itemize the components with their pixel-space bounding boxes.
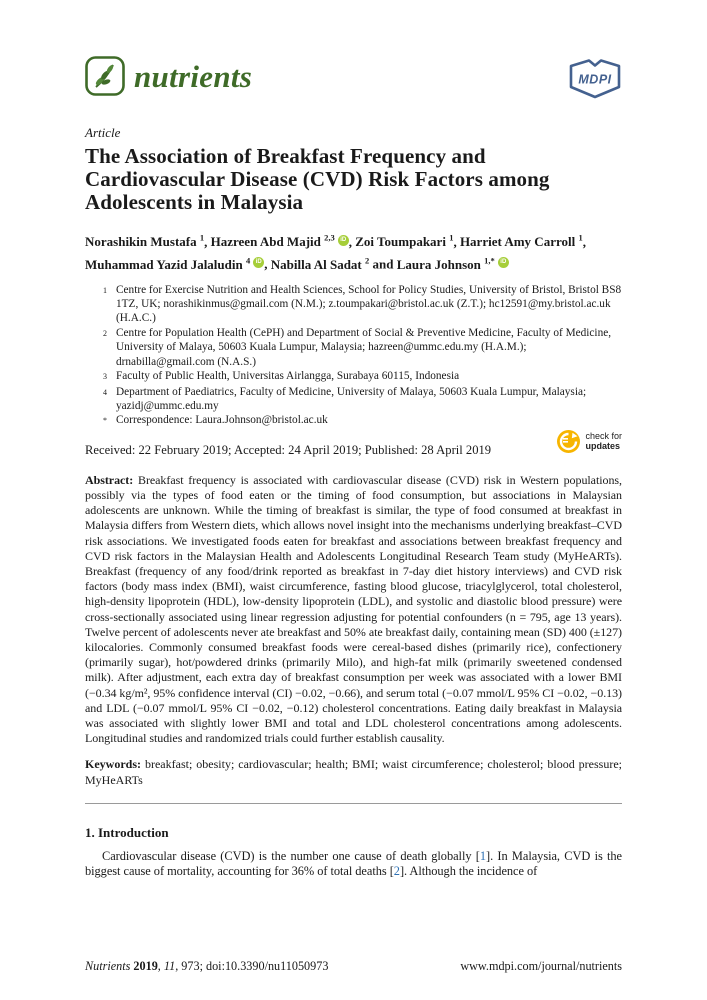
orcid-icon[interactable]: iD: [253, 257, 264, 268]
check-updates-text: [585, 431, 622, 452]
nutrients-logo[interactable]: [85, 56, 252, 96]
authors-line: Norashikin Mustafa $^1$, Hazreen Abd Majid $^{2,3}$ iD , Zoi Toumpakari $^1$, Harriet Amy Carroll $^1$, Muhammad Yazid Jalaludin $^4$ iD , Nabilla Al Sadat $^2$ and Laura Johnson $^{1,*}$ iD: [85, 233, 586, 272]
affiliation-item: 4 Department of Paediatrics, Faculty of Medicine, University of Malaya, 50603 Kuala Lumpur, Malaysia; yazidj@ummc.edu.my: [103, 385, 587, 412]
dates-line: Received: 22 February 2019; Accepted: 24 April 2019; Published: 28 April 2019: [85, 442, 492, 457]
intro-paragraph: Cardiovascular disease (CVD) is the number one cause of death globally [1]. In Malaysia, CVD is the biggest cause of mortality, accounting for 36% of total deaths [2]. Although the incidence of: [85, 848, 623, 879]
abstract-section: [85, 473, 622, 747]
page-header: [85, 56, 622, 105]
affiliation-item: 2 Centre for Population Health (CePH) and Department of Social & Preventive Medicine, Faculty of Medicine, University of Malaya, 50603 Kuala Lumpur, Malaysia; hazreen@ummc.edu.my (H.A.M.); drnabilla@gmail.com (N.A.S.): [103, 326, 612, 368]
section-heading-introduction: 1. Introduction: [85, 824, 169, 840]
abstract-text: Breakfast frequency is associated with cardiovascular disease (CVD) risk in Western populations, possibly via the types of food eaten or the timing of food consumption, but associations in Malaysian adolescents are unknown. While the timing of breakfast is similar, the type of food consumed at breakfast in Malaysia differs from Western diets, which allows novel insight into the mechanisms underlying breakfast–CVD risk associations. We investigated foods eaten for breakfast and associations between breakfast frequency and CVD risk factors in the Malaysian Health and Adolescents Longitudinal Research Team study (MyHeARTs). Breakfast (frequency of any food/drink reported as breakfast in 7-day diet history interviews) and CVD risk factors (body mass index (BMI), waist circumference, fasting blood glucose, triacylglycerol, total cholesterol, high-density lipoprotein (HDL), low-density lipoprotein (LDL), and systolic and diastolic blood pressure) were cross-sectionally associated using linear regression adjusting for potential confounders (n = 795, age 13 years). Twelve percent of adolescents never ate breakfast and 50% ate breakfast daily, containing mean (SD) 400 (±127) kilocalories. Commonly consumed breakfast foods were cereal-based dishes (primarily rice), confectionery (primarily sugar), hot/powdered drinks (primarily Milo), and high-fat milk (primarily sweetened condensed milk). After adjustment, each extra day of breakfast consumption per week was associated with a lower BMI (−0.34 kg/m², 95% confidence interval (CI) −0.02, −0.66), and serum total (−0.07 mmol/L 95% CI −0.02, −0.13) and LDL (−0.07 mmol/L 95% CI −0.02, −0.12) cholesterol concentrations. Eating daily breakfast in Malaysia was associated with slightly lower BMI and total and LDL cholesterol concentrations among adolescents. Longitudinal studies and randomized trials could further establish causality.: [85, 472, 622, 746]
orcid-icon[interactable]: iD: [338, 235, 349, 246]
paper-title: The Association of Breakfast Frequency and Cardiovascular Disease (CVD) Risk Factors among Adolescents in Malaysia: [85, 144, 550, 214]
author-name: Nabilla Al Sadat $^2$: [270, 255, 370, 272]
footer-citation: Nutrients 2019, 11, 973; doi:10.3390/nu11050973: [85, 959, 329, 973]
article-type-label: Article: [85, 125, 121, 140]
keywords-label: Keywords:: [85, 757, 141, 772]
abstract-label: Abstract:: [85, 472, 134, 487]
citation-link[interactable]: 2: [393, 864, 400, 879]
crossmark-icon: [557, 430, 580, 453]
check-badge-line2: updates: [585, 441, 620, 452]
dates-row: [85, 430, 622, 458]
keywords-section: [85, 757, 622, 787]
affiliation-item: 3 Faculty of Public Health, Universitas Airlangga, Surabaya 60115, Indonesia: [103, 370, 460, 383]
author-name: Muhammad Yazid Jalaludin $^4$ iD: [85, 257, 264, 272]
author-name: Laura Johnson $^{1,*}$ iD: [397, 257, 509, 272]
affiliation-item: 1 Centre for Exercise Nutrition and Health Sciences, School for Policy Studies, University of Bristol, Bristol BS8 1TZ, UK; norashikinmus@gmail.com (N.M.); z.toumpakari@bristol.ac.uk (Z.T.); hc12591@my.bristol.ac.uk (H.A.C.): [103, 283, 622, 325]
nutrients-wordmark: nutrients: [134, 58, 253, 94]
check-badge-line1: check for: [585, 430, 622, 441]
affiliation-item: * Correspondence: Laura.Johnson@bristol.ac.uk: [103, 414, 328, 427]
mdpi-logo[interactable]: [568, 58, 622, 105]
svg-text:MDPI: MDPI: [578, 72, 612, 87]
author-name: Norashikin Mustafa $^1$: [85, 233, 205, 250]
orcid-icon[interactable]: iD: [498, 257, 509, 268]
page-footer: [85, 959, 622, 974]
footer-journal-url[interactable]: www.mdpi.com/journal/nutrients: [460, 959, 622, 973]
check-updates-badge[interactable]: [557, 430, 622, 453]
author-name: Hazreen Abd Majid $^{2,3}$ iD: [211, 234, 349, 249]
keywords-text: breakfast; obesity; cardiovascular; health; BMI; waist circumference; cholesterol; blood pressure; MyHeARTs: [85, 757, 622, 787]
citation-link[interactable]: 1: [479, 848, 486, 863]
section-divider: [85, 803, 622, 804]
author-name: Zoi Toumpakari $^1$: [355, 233, 454, 250]
affiliations-list: [85, 283, 622, 429]
nutrients-leaf-icon: [85, 56, 125, 96]
author-name: Harriet Amy Carroll $^1$: [459, 233, 583, 250]
